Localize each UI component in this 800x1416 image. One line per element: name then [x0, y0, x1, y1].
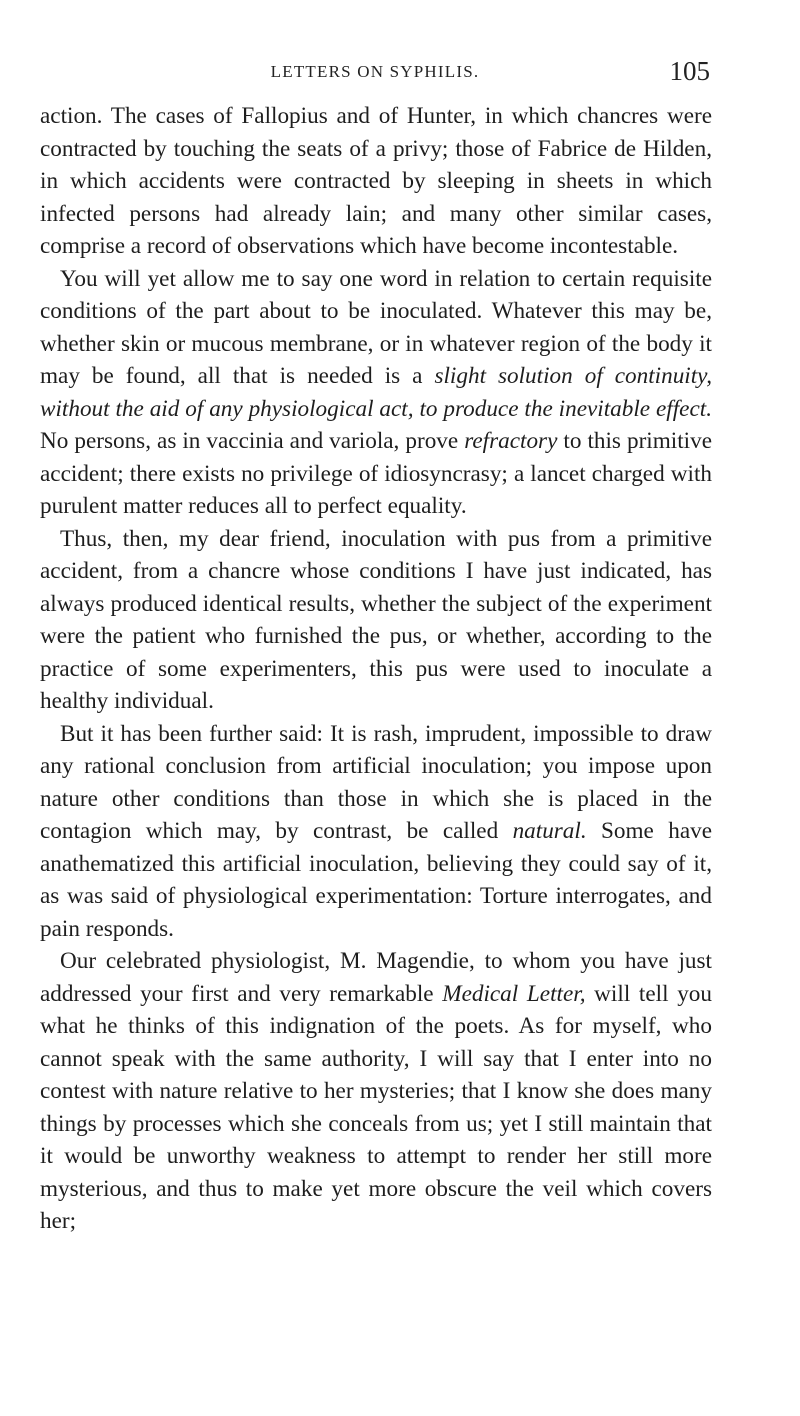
paragraph-2-text-c: to this primitive accident; there exists no privilege of idiosyncrasy; a lancet charged with purulent matter reduces all to perfect equality. — [40, 428, 712, 519]
paragraph-2-text-a: You will yet allow me to say one word in relation to certain requisite conditions of the part about to be inoculated. Whatever this may be, whether skin or mucous membrane, or in whatever region of the body it may be found, all that is needed is a — [40, 265, 712, 389]
running-title: LETTERS ON SYPHILIS. — [270, 62, 480, 81]
paragraph-5-text-b: will tell you what he thinks of this indignation of the poets. As for myself, who cannot speak with the same authority, I will say that I enter into no contest with nature relative to her mysteries; that I know she does many things by processes which she conceals from us; yet I still maintain that it would be unworthy weakness to attempt to render her still more mysterious, and thus to make yet more obscure the veil which covers her; — [40, 980, 712, 1234]
paragraph-4 — [40, 718, 712, 946]
paragraph-2-italic-b: refractory — [464, 428, 558, 454]
page-number: 105 — [669, 56, 710, 86]
paragraph-4-text-b: Some have anathematized this artificial inoculation, believing they could say of it, as was said of physiological experimentation: Torture interrogates, and pain responds. — [40, 818, 712, 942]
paragraph-3 — [40, 523, 712, 718]
paragraph-2-text-b: No persons, as in vaccinia and variola, prove — [40, 428, 465, 454]
paragraph-4-italic-a: natural. — [512, 818, 587, 844]
paragraph-3-text: Thus, then, my dear friend, inoculation with pus from a primitive accident, from a chancre whose conditions I have just indicated, has always produced identical results, whether the subject of the experiment were the patient who furnished the pus, or whether, according to the practice of some experimenters, this pus were used to inoculate a healthy individual. — [40, 525, 712, 714]
paragraph-5-text-a: Our celebrated physiologist, M. Magendie, to whom you have just addressed your first and very remarkable — [40, 948, 712, 1007]
paragraph-4-text-a: But it has been further said: It is rash, imprudent, impossible to draw any rational conclusion from artificial inoculation; you impose upon nature other conditions than those in which she is placed in the contagion which may, by contrast, be called — [40, 720, 712, 844]
paragraph-2 — [40, 263, 712, 523]
running-head — [40, 56, 710, 92]
paragraph-1-text: action. The cases of Fallopius and of Hunter, in which chancres were contracted by touching the seats of a privy; those of Fabrice de Hilden, in which accidents were contracted by sleeping in sheets in which infected persons had already lain; and many other similar cases, comprise a record of observations which have become incontestable. — [40, 103, 712, 259]
paragraph-2-italic-a: slight solution of continuity, without the aid of any physiological act, to produce the inevitable effect. — [40, 363, 712, 422]
paragraph-5-italic-a: Medical Letter, — [442, 980, 586, 1007]
body-text — [40, 100, 712, 1238]
paragraph-5 — [40, 945, 712, 1238]
paragraph-1 — [40, 100, 712, 263]
